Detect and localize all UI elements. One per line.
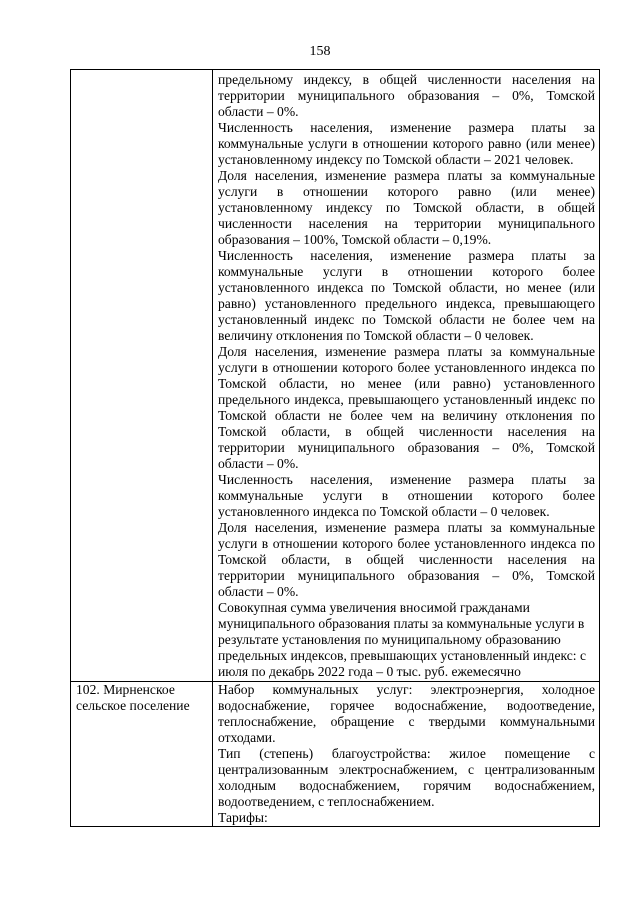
paragraph: Тарифы: [218, 810, 268, 825]
paragraph: Доля населения, изменение размера платы за коммунальные услуги в отношении которого более установленного индекса по Томской области, в общей численности населения на территории муниципального образования – 0%, Томской области – 0%. [218, 520, 595, 599]
description-cell [213, 70, 600, 682]
paragraph: Численность населения, изменение размера платы за коммунальные услуги в отношении которого более установленного индекса по Томской области, но менее (или равно) установленного предельного индекса, превышающего установленный индекс по Томской области не более чем на величину отклонения по Томской области – 0 человек. [218, 248, 595, 343]
paragraph: предельному индексу, в общей численности населения на территории муниципального образования – 0%, Томской области – 0%. [218, 72, 595, 119]
paragraph: Численность населения, изменение размера платы за коммунальные услуги в отношении которого более установленного индекса по Томской области – 0 человек. [218, 472, 595, 519]
table-row [71, 682, 600, 827]
page-number: 158 [309, 44, 331, 59]
document-table [70, 69, 600, 827]
paragraph: Доля населения, изменение размера платы за коммунальные услуги в отношении которого более установленного индекса по Томской области, но менее (или равно) установленного предельного индекса, превышающего установленный индекс по Томской области не более чем на величину отклонения по Томской области, в общей численности населения на территории муниципального образования – 0%, Томской области – 0%. [218, 344, 595, 471]
paragraph: Совокупная сумма увеличения вносимой гражданами муниципального образования платы за коммунальные услуги в результате установления по муниципальному образованию предельных индексов, превышающих установленный индекс: с июля по декабрь 2022 года – 0 тыс. руб. ежемесячно [218, 600, 586, 679]
paragraph: Численность населения, изменение размера платы за коммунальные услуги в отношении которого равно (или менее) установленному индексу по Томской области – 2021 человек. [218, 120, 595, 167]
municipality-cell: 102. Мирненское сельское поселение [71, 682, 213, 827]
paragraph: Тип (степень) благоустройства: жилое помещение с централизованным электроснабжением, с централизованным холодным водоснабжением, горячим водоснабжением, водоотведением, с теплоснабжением. [218, 746, 595, 809]
table-row [71, 70, 600, 682]
paragraph: Набор коммунальных услуг: электроэнергия, холодное водоснабжение, горячее водоснабжение, водоотведение, теплоснабжение, обращение с твердыми коммунальными отходами. [218, 682, 595, 745]
municipality-cell [71, 70, 213, 682]
paragraph: Доля населения, изменение размера платы за коммунальные услуги в отношении которого равно (или менее) установленному индексу по Томской области, в общей численности населения на территории муниципального образования – 100%, Томской области – 0,19%. [218, 168, 595, 247]
description-cell [213, 682, 600, 827]
